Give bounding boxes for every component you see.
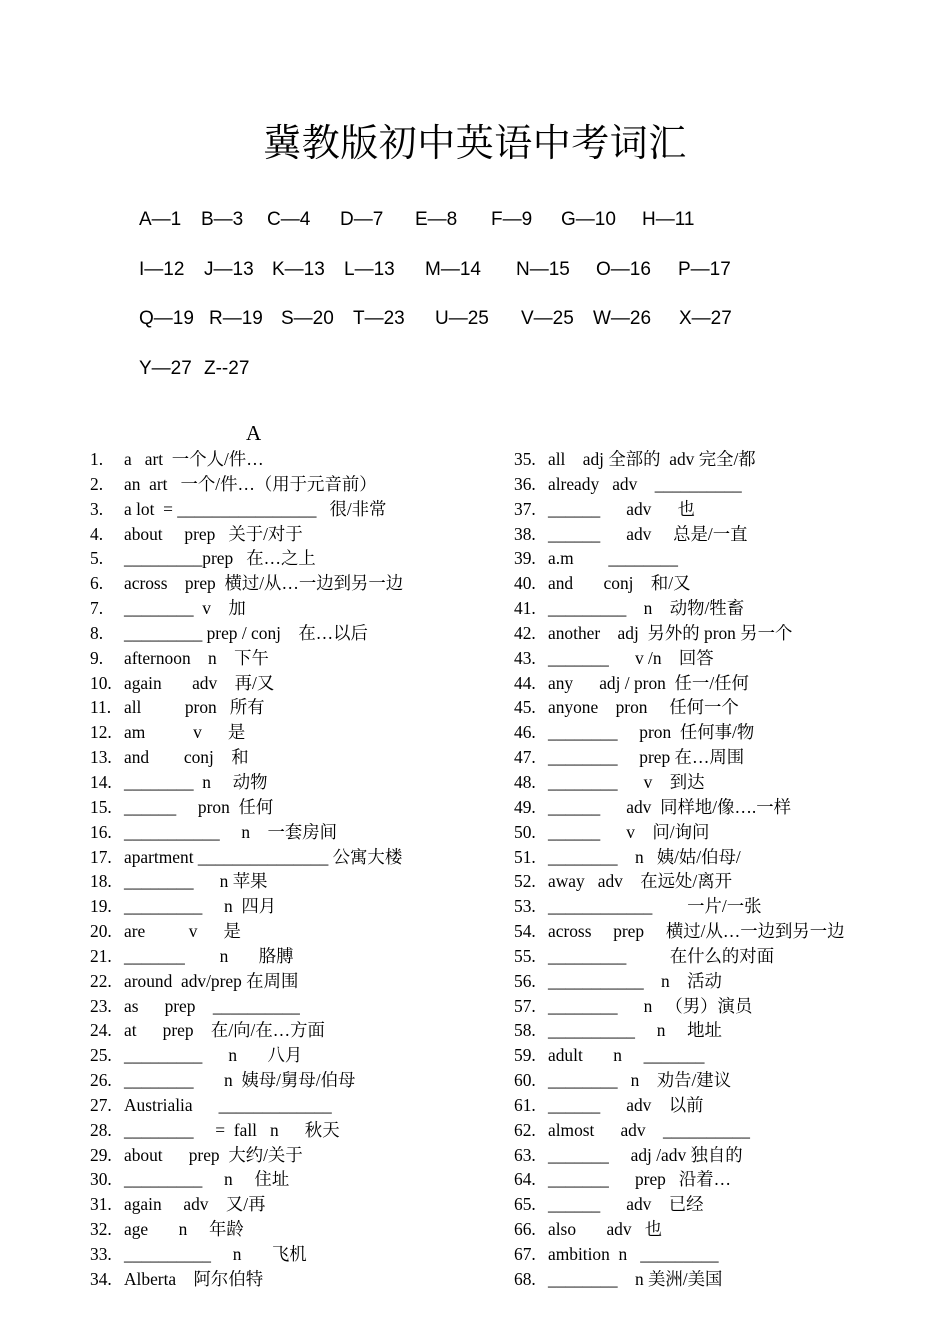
entry-number: 45. [514,697,536,718]
entry-number: 57. [514,995,536,1016]
entry-text: around adv/prep 在周围 [124,970,299,991]
entry-text: also adv 也 [548,1219,662,1240]
entry-text: _________ prep / conj 在…以后 [124,622,368,643]
entry-text: are v 是 [124,921,241,942]
vocab-entry [514,1093,934,1118]
entry-number: 36. [514,473,536,494]
vocab-entry [514,745,934,770]
vocab-entry [514,820,934,845]
vocab-entry [90,447,500,472]
vocab-entry [514,869,934,894]
entry-text: ______ pron 任何 [124,796,274,817]
entry-number: 41. [514,598,536,619]
entry-text: as prep __________ [124,995,300,1016]
entry-number: 44. [514,672,536,693]
index-row [139,209,899,259]
index-entry: I—12 [139,258,185,280]
entry-number: 26. [90,1070,112,1091]
vocab-entry [514,919,934,944]
page-title: 冀教版初中英语中考词汇 [263,121,687,165]
entry-number: 66. [514,1219,536,1240]
index-entry: R—19 [209,308,263,330]
entry-text: across prep 横过/从…一边到另一边 [548,921,845,942]
entry-number: 21. [90,945,112,966]
entry-text: _________ n 四月 [124,896,277,917]
vocab-entry [90,869,500,894]
vocab-entry [90,695,500,720]
entry-text: _______ v /n 回答 [548,647,714,668]
entry-number: 3. [90,498,104,519]
vocab-entry [90,1167,500,1192]
entry-number: 30. [90,1169,112,1190]
entry-text: almost adv __________ [548,1119,750,1140]
vocab-entry [90,845,500,870]
vocab-entry [90,571,500,596]
entry-number: 64. [514,1169,536,1190]
entry-number: 47. [514,747,536,768]
entry-number: 42. [514,622,536,643]
vocab-entry [90,969,500,994]
entry-number: 8. [90,622,104,643]
entry-number: 2. [90,473,104,494]
entry-text: a art 一个人/件… [124,449,264,469]
entry-text: age n 年龄 [124,1219,244,1240]
entry-text: ________ n （男）演员 [548,995,753,1016]
vocab-entry [514,1192,934,1217]
entry-number: 51. [514,846,536,867]
vocab-entry [90,1267,500,1292]
entry-text: adult n _______ [548,1045,705,1066]
entry-number: 34. [90,1268,112,1289]
entry-text: all adj 全部的 adv 完全/都 [548,449,756,469]
vocab-entry [90,646,500,671]
entry-text: _______ adj /adv 独自的 [548,1144,743,1165]
vocab-entry [514,621,934,646]
entry-text: ______ adv 总是/一直 [548,523,748,544]
vocab-entry [90,944,500,969]
index-row [139,358,899,408]
index-entry: Z--27 [204,357,250,379]
entry-text: ____________ 一片/一张 [548,896,762,917]
entry-number: 5. [90,548,104,569]
index-entry: W—26 [593,308,652,330]
entry-number: 17. [90,846,112,867]
index-entry: Q—19 [139,308,194,330]
entry-number: 62. [514,1119,536,1140]
vocab-entry [514,720,934,745]
entry-number: 11. [90,697,112,718]
vocab-entry [90,994,500,1019]
index-entry: H—11 [642,209,695,230]
entry-text: another adj 另外的 pron 另一个 [548,622,793,643]
entry-number: 14. [90,771,112,792]
vocab-entry [90,795,500,820]
index-entry: K—13 [272,258,325,280]
entry-number: 9. [90,647,104,668]
entry-text: _________ n 动物/牲畜 [548,598,745,619]
index-entry: L—13 [344,258,395,280]
entry-number: 67. [514,1244,536,1264]
vocab-entry [514,1217,934,1242]
index-entry: J—13 [204,258,254,280]
entry-number: 4. [90,523,104,544]
vocab-entry [514,944,934,969]
entry-text: ______ adv 也 [548,498,695,519]
vocab-entry [514,497,934,522]
section-heading-a: A [246,421,262,445]
entry-number: 7. [90,598,104,619]
entry-text: anyone pron 任何一个 [548,697,739,718]
entry-number: 29. [90,1144,112,1165]
entry-number: 27. [90,1094,112,1115]
vocab-entry [90,596,500,621]
entry-number: 58. [514,1020,536,1041]
entry-number: 1. [90,449,104,469]
entry-number: 68. [514,1268,536,1289]
vocab-entry [514,695,934,720]
index-entry: P—17 [678,258,731,280]
entry-text: afternoon n 下午 [124,647,269,668]
entry-number: 6. [90,573,104,594]
vocab-entry [514,770,934,795]
entry-text: _________ 在什么的对面 [548,945,775,966]
vocab-entry [514,795,934,820]
vocab-entry [90,1217,500,1242]
entry-number: 56. [514,970,536,991]
entry-number: 63. [514,1144,536,1165]
entry-text: ___________ n 一套房间 [124,821,338,842]
entry-text: _________ n 住址 [124,1169,290,1190]
entry-number: 46. [514,722,536,743]
letter-page-index [139,209,899,407]
index-entry: U—25 [435,308,489,330]
vocab-entry [514,1267,934,1292]
vocab-entry [90,497,500,522]
entry-text: ________ n 姨母/舅母/伯母 [124,1070,356,1091]
entry-number: 65. [514,1194,536,1215]
vocab-entry [90,1118,500,1143]
vocab-entry [90,1242,500,1267]
entry-number: 52. [514,871,536,892]
vocab-entry [514,1242,934,1267]
entry-number: 39. [514,548,536,569]
vocab-entry [514,671,934,696]
entry-number: 38. [514,523,536,544]
vocab-entry [514,596,934,621]
entry-text: about prep 关于/对于 [124,523,303,544]
entry-text: ______ adv 同样地/像….一样 [548,796,791,817]
index-entry: A—1 [139,209,182,230]
vocab-entry [90,720,500,745]
entry-text: a lot = ________________ 很/非常 [124,498,387,519]
vocab-entry [90,546,500,571]
entry-text: _______ prep 沿着… [548,1169,732,1190]
index-entry: Y—27 [139,357,192,379]
entry-number: 20. [90,921,112,942]
index-entry: B—3 [201,209,244,230]
vocab-entry [514,546,934,571]
index-entry: T—23 [353,308,405,330]
vocab-entry [90,770,500,795]
vocab-entry [90,1043,500,1068]
vocab-entry [90,919,500,944]
entry-number: 50. [514,821,536,842]
vocab-entry [90,1192,500,1217]
vocab-entry [90,1093,500,1118]
entry-text: ______ adv 以前 [548,1094,704,1115]
entry-number: 54. [514,921,536,942]
entry-text: ___________ n 活动 [548,970,722,991]
entry-number: 23. [90,995,112,1016]
entry-number: 32. [90,1219,112,1240]
index-entry: M—14 [425,258,481,280]
entry-text: ______ v 问/询问 [548,821,710,842]
vocab-column-right [514,447,934,1292]
index-entry: C—4 [267,209,311,230]
vocab-entry [514,1167,934,1192]
entry-number: 48. [514,771,536,792]
entry-number: 40. [514,573,536,594]
index-row [139,259,899,309]
vocab-entry [90,671,500,696]
entry-text: _________ n 八月 [124,1045,303,1066]
entry-text: ________ v 到达 [548,771,705,792]
entry-number: 22. [90,970,112,991]
entry-text: apartment _______________ 公寓大楼 [124,846,403,867]
vocab-entry [514,1018,934,1043]
entry-number: 61. [514,1094,536,1115]
entry-text: at prep 在/向/在…方面 [124,1020,325,1041]
entry-number: 60. [514,1070,536,1091]
entry-text: ________ pron 任何事/物 [548,722,755,743]
entry-text: any adj / pron 任一/任何 [548,672,749,693]
vocab-entry [514,894,934,919]
entry-text: and conj 和 [124,747,249,768]
vocab-entry [514,571,934,596]
index-entry: D—7 [340,209,384,230]
entry-text: ________ n 美洲/美国 [548,1268,723,1289]
index-entry: O—16 [596,258,651,280]
entry-text: ________ prep 在…周围 [548,747,745,768]
entry-text: ______ adv 已经 [548,1194,704,1215]
entry-text: Austrialia _____________ [124,1094,332,1115]
vocab-entry [514,522,934,547]
entry-number: 49. [514,796,536,817]
entry-number: 16. [90,821,112,842]
entry-number: 35. [514,449,536,469]
vocab-column-left [90,447,500,1292]
entry-text: ________ = fall n 秋天 [124,1119,340,1140]
vocab-entry [514,646,934,671]
entry-text: an art 一个/件…（用于元音前） [124,473,377,494]
entry-text: ambition n _________ [548,1244,719,1264]
vocab-entry [514,1068,934,1093]
entry-text: a.m ________ [548,548,678,569]
vocab-entry [90,894,500,919]
entry-number: 25. [90,1045,112,1066]
entry-number: 19. [90,896,112,917]
index-entry: F—9 [491,209,533,230]
entry-number: 18. [90,871,112,892]
vocab-entry [90,1068,500,1093]
entry-text: Alberta 阿尔伯特 [124,1268,264,1289]
index-entry: G—10 [561,209,616,230]
entry-number: 12. [90,722,112,743]
entry-text: ________ n 苹果 [124,871,268,892]
vocab-entry [514,447,934,472]
index-entry: N—15 [516,258,570,280]
entry-number: 43. [514,647,536,668]
entry-text: ________ n 姨/姑/伯母/ [548,846,741,867]
index-entry: S—20 [281,308,334,330]
entry-text: ________ n 动物 [124,771,268,792]
entry-text: __________ n 地址 [548,1020,722,1041]
entry-text: again adv 又/再 [124,1194,266,1215]
index-entry: X—27 [679,308,732,330]
entry-number: 33. [90,1244,112,1264]
vocab-entry [90,472,500,497]
entry-text: _______ n 胳膊 [124,945,294,966]
entry-text: again adv 再/又 [124,672,275,693]
vocab-entry [90,1018,500,1043]
vocab-entry [514,472,934,497]
vocab-entry [514,994,934,1019]
entry-text: already adv __________ [548,473,742,494]
entry-number: 55. [514,945,536,966]
vocab-entry [90,1143,500,1168]
entry-text: am v 是 [124,722,246,743]
entry-text: __________ n 飞机 [124,1244,307,1264]
entry-text: and conj 和/又 [548,573,691,594]
entry-text: ________ n 劝告/建议 [548,1070,732,1091]
vocab-entry [514,1143,934,1168]
vocab-entry [514,845,934,870]
entry-number: 31. [90,1194,112,1215]
entry-number: 53. [514,896,536,917]
vocab-entry [514,1118,934,1143]
entry-number: 24. [90,1020,112,1041]
vocab-entry [90,522,500,547]
entry-number: 28. [90,1119,112,1140]
entry-number: 37. [514,498,536,519]
entry-number: 13. [90,747,112,768]
index-entry: E—8 [415,209,458,230]
vocab-entry [90,621,500,646]
entry-number: 10. [90,672,112,693]
entry-number: 59. [514,1045,536,1066]
vocab-entry [90,745,500,770]
entry-text: about prep 大约/关于 [124,1144,303,1165]
entry-text: across prep 横过/从…一边到另一边 [124,573,404,594]
vocab-entry [514,969,934,994]
index-entry: V—25 [521,308,574,330]
entry-text: _________prep 在…之上 [124,548,316,569]
index-row [139,308,899,358]
entry-text: all pron 所有 [124,697,265,718]
vocab-entry [514,1043,934,1068]
entry-text: away adv 在远处/离开 [548,871,733,892]
entry-text: ________ v 加 [124,598,246,619]
entry-number: 15. [90,796,112,817]
vocab-entry [90,820,500,845]
